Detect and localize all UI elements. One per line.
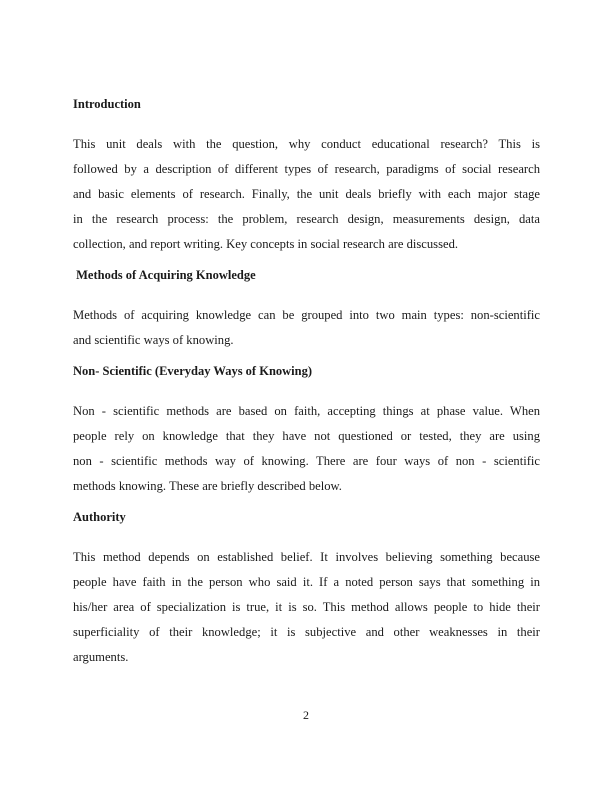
document-body [73, 96, 540, 680]
paragraph-line: This method depends on established belief. It involves believing something because [73, 550, 540, 564]
paragraph-line: people have faith in the person who said it. If a noted person says that something in [73, 575, 540, 589]
paragraph-line: and basic elements of research. Finally, the unit deals briefly with each major stage [73, 187, 540, 201]
paragraph-line: followed by a description of different types of research, paradigms of social research [73, 162, 540, 176]
paragraph [73, 303, 540, 353]
paragraph [73, 132, 540, 257]
paragraph [73, 545, 540, 670]
paragraph-line: collection, and report writing. Key concepts in social research are discussed. [73, 237, 459, 251]
paragraph-line: his/her area of specialization is true, it is so. This method allows people to hide their [73, 600, 540, 614]
paragraph-line: in the research process: the problem, research design, measurements design, data [73, 212, 540, 226]
paragraph-line: methods knowing. These are briefly described below. [73, 479, 342, 493]
paragraph-line: people rely on knowledge that they have not questioned or tested, they are using [73, 429, 540, 443]
paragraph-line: Non - scientific methods are based on faith, accepting things at phase value. When [73, 404, 540, 418]
paragraph-line: This unit deals with the question, why conduct educational research? This is [73, 137, 540, 151]
section-heading: Non- Scientific (Everyday Ways of Knowing) [73, 364, 313, 378]
section-heading: Methods of Acquiring Knowledge [73, 268, 256, 282]
paragraph-line: non - scientific methods way of knowing. There are four ways of non - scientific [73, 454, 540, 468]
paragraph-line: arguments. [73, 650, 129, 664]
section-heading: Authority [73, 510, 126, 524]
paragraph-line: superficiality of their knowledge; it is subjective and other weaknesses in their [73, 625, 540, 639]
section-heading: Introduction [73, 97, 141, 111]
paragraph-line: and scientific ways of knowing. [73, 333, 234, 347]
paragraph-line: Methods of acquiring knowledge can be grouped into two main types: non-scientific [73, 308, 540, 322]
paragraph [73, 399, 540, 499]
page-number: 2 [303, 708, 309, 722]
